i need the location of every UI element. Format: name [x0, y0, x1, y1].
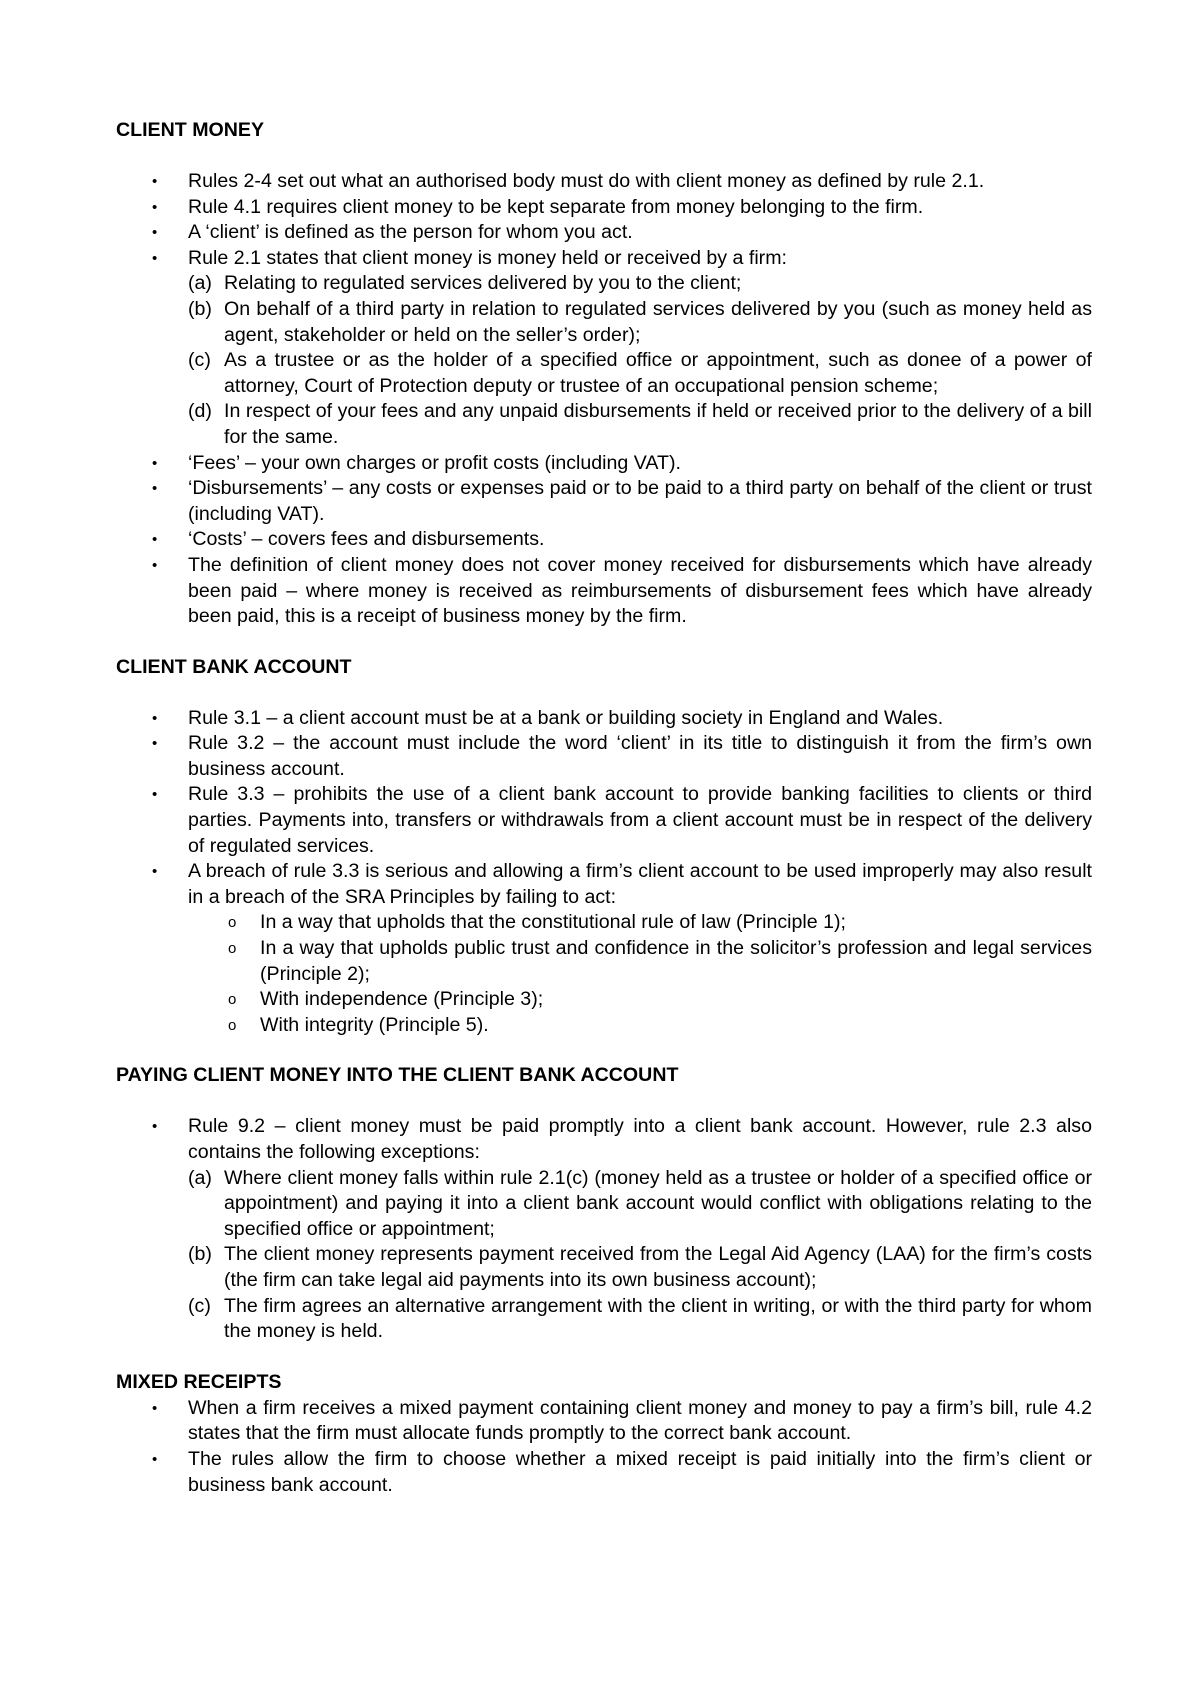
client-bank-account-list [116, 706, 1092, 911]
list-item: • A ‘client’ is defined as the person for whom you act. [116, 220, 1092, 246]
list-item: • Rule 3.2 – the account must include the word ‘client’ in its title to distinguish it from the firm’s own business account. [152, 732, 1092, 780]
bullet-icon: • [152, 786, 158, 804]
section-heading-client-money: CLIENT MONEY [116, 119, 265, 141]
list-item: • The rules allow the firm to choose whether a mixed receipt is paid initially into the firm’s client or business bank account. [152, 1447, 1092, 1496]
section-heading-paying-in: PAYING CLIENT MONEY INTO THE CLIENT BANK ACCOUNT [116, 1064, 679, 1087]
bullet-icon: • [152, 709, 158, 727]
bullet-icon: • [152, 454, 158, 472]
bullet-icon: • [152, 173, 158, 190]
client-money-list-continued [116, 451, 1092, 630]
client-money-list [116, 169, 1092, 271]
sub-list-item: o With independence (Principle 3); [116, 987, 1092, 1013]
bullet-icon: • [152, 1450, 158, 1468]
circle-bullet-icon: o [228, 914, 237, 932]
list-item: • The definition of client money does not cover money received for disbursements which have already been paid – where money is received as reimbursements of disbursement fees which have already been paid, this is a receipt of business money by the firm. [152, 553, 1092, 628]
sub-list-item: o With integrity (Principle 5). [116, 1013, 1092, 1039]
lettered-item: (a) Where client money falls within rule 2.1(c) (money held as a trustee or holder of a specified office or appointment) and paying it into a client bank account would conflict with obligations relating to the specified office or appointment; [188, 1166, 1092, 1240]
circle-bullet-icon: o [228, 1016, 237, 1034]
list-item: • Rule 9.2 – client money must be paid promptly into a client bank account. However, rule 2.3 also contains the following exceptions: [152, 1115, 1092, 1163]
list-item: • Rule 3.3 – prohibits the use of a client bank account to provide banking facilities to clients or third parties. Payments into, transfers or withdrawals from a client account must be in respect of the delivery of regulated services. [152, 783, 1092, 857]
list-item: • ‘Disbursements’ – any costs or expenses paid or to be paid to a third party on behalf of the client or trust (including VAT). [152, 477, 1092, 525]
bullet-icon: • [152, 556, 158, 574]
bullet-icon: • [152, 735, 158, 753]
list-item: • ‘Costs’ – covers fees and disbursements. [116, 527, 1092, 553]
bullet-icon: • [152, 863, 158, 881]
circle-bullet-icon: o [228, 991, 237, 1009]
paying-in-list [116, 1114, 1092, 1165]
bullet-icon: • [152, 249, 158, 267]
bullet-icon: • [152, 1399, 158, 1417]
list-item: • When a firm receives a mixed payment containing client money and money to pay a firm’s bill, rule 4.2 states that the firm must allocate funds promptly to the correct bank account. [152, 1396, 1092, 1445]
lettered-item: (b) The client money represents payment received from the Legal Aid Agency (LAA) for the firm’s costs (the firm can take legal aid payments into its own business account); [188, 1243, 1092, 1291]
list-item: • Rules 2-4 set out what an authorised body must do with client money as defined by rule 2.1. [116, 169, 1092, 195]
lettered-item: (d) In respect of your fees and any unpaid disbursements if held or received prior to the delivery of a bill for the same. [188, 400, 1092, 448]
section-heading-mixed-receipts: MIXED RECEIPTS [116, 1370, 282, 1393]
lettered-item: (c) As a trustee or as the holder of a specified office or appointment, such as donee of a power of attorney, Court of Protection deputy or trustee of an occupational pension scheme; [188, 349, 1092, 397]
bullet-icon: • [152, 1118, 158, 1136]
sub-list-item: o In a way that upholds that the constitutional rule of law (Principle 1); [116, 910, 1092, 936]
list-item: • A breach of rule 3.3 is serious and allowing a firm’s client account to be used improperly may also result in a breach of the SRA Principles by failing to act: [152, 860, 1092, 908]
circle-bullet-icon: o [228, 940, 237, 958]
lettered-item: (b) On behalf of a third party in relation to regulated services delivered by you (such as money held as agent, stakeholder or held on the seller’s order); [188, 297, 1092, 346]
list-item: • Rule 2.1 states that client money is money held or received by a firm: [116, 246, 1092, 272]
bullet-icon: • [152, 531, 158, 549]
bullet-icon: • [152, 198, 158, 216]
bullet-icon: • [152, 480, 158, 498]
list-item: • ‘Fees’ – your own charges or profit costs (including VAT). [116, 451, 1092, 477]
list-item: • Rule 3.1 – a client account must be at a bank or building society in England and Wales. [116, 706, 1092, 732]
section-heading-client-bank-account: CLIENT BANK ACCOUNT [116, 655, 352, 678]
lettered-item: (c) The firm agrees an alternative arrangement with the client in writing, or with the third party for whom the money is held. [188, 1294, 1092, 1343]
mixed-receipts-list [116, 1396, 1092, 1498]
list-item: • Rule 4.1 requires client money to be kept separate from money belonging to the firm. [116, 195, 1092, 221]
lettered-item: (a) Relating to regulated services delivered by you to the client; [188, 272, 742, 295]
bullet-icon: • [152, 224, 158, 242]
sub-list-item: o In a way that upholds public trust and confidence in the solicitor’s profession and legal services (Principle 2); [228, 937, 1092, 985]
